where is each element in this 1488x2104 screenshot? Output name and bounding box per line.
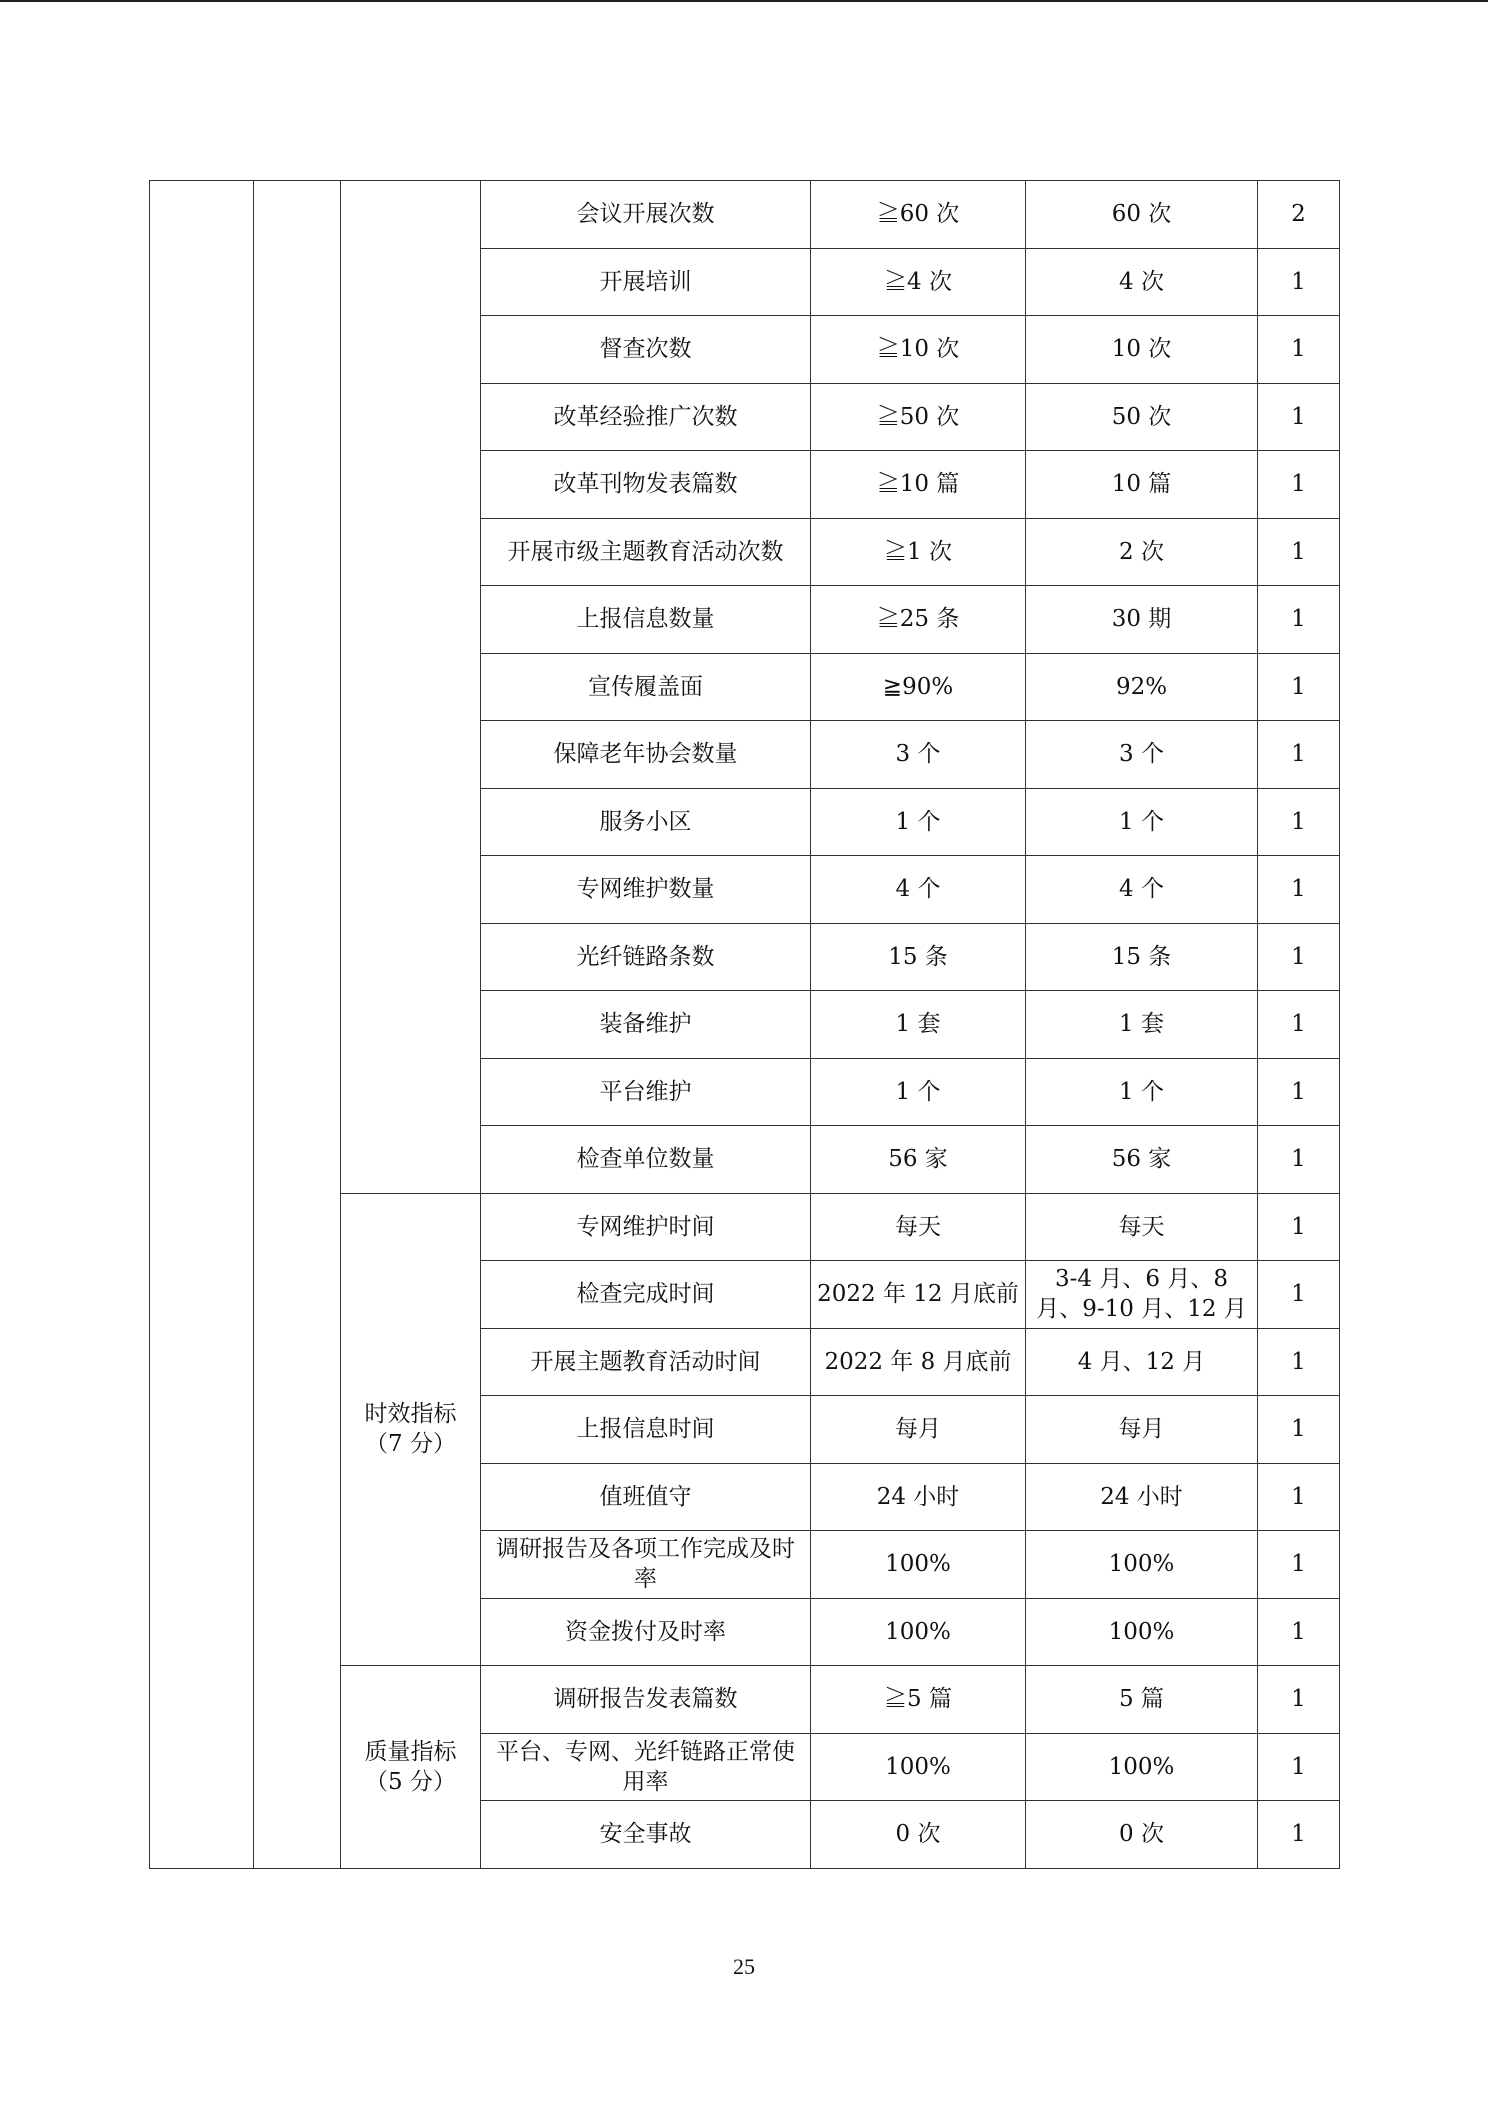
actual-value-cell: 4 月、12 月 [1026, 1328, 1258, 1396]
target-value-cell: 100% [811, 1733, 1026, 1801]
indicator-cell: 光纤链路条数 [481, 923, 811, 991]
target-value-cell: 2022 年 8 月底前 [811, 1328, 1026, 1396]
indicator-cell: 安全事故 [481, 1801, 811, 1869]
points-cell: 1 [1258, 1531, 1340, 1599]
points-cell: 1 [1258, 1396, 1340, 1464]
actual-value-cell: 3-4 月、6 月、8 月、9-10 月、12 月 [1026, 1261, 1258, 1329]
actual-value-cell: 1 套 [1026, 991, 1258, 1059]
target-value-cell: ≧4 次 [811, 248, 1026, 316]
target-value-cell: 3 个 [811, 721, 1026, 789]
category-name: 时效指标 [364, 1401, 457, 1428]
level1-category-cell [150, 181, 254, 1869]
indicator-cell: 检查完成时间 [481, 1261, 811, 1329]
page-top-rule [0, 0, 1488, 2]
level3-category-cell [341, 181, 481, 1194]
target-value-cell: 24 小时 [811, 1463, 1026, 1531]
actual-value-cell: 24 小时 [1026, 1463, 1258, 1531]
points-cell: 1 [1258, 991, 1340, 1059]
target-value-cell: ≧25 条 [811, 586, 1026, 654]
actual-value-cell: 4 次 [1026, 248, 1258, 316]
indicator-cell: 宣传履盖面 [481, 653, 811, 721]
target-value-cell: ≧10 篇 [811, 451, 1026, 519]
actual-value-cell: 50 次 [1026, 383, 1258, 451]
target-value-cell: 每月 [811, 1396, 1026, 1464]
points-cell: 1 [1258, 1058, 1340, 1126]
target-value-cell: ≧10 次 [811, 316, 1026, 384]
indicator-cell: 服务小区 [481, 788, 811, 856]
points-cell: 1 [1258, 316, 1340, 384]
indicator-cell: 资金拨付及时率 [481, 1598, 811, 1666]
points-cell: 1 [1258, 586, 1340, 654]
target-value-cell: 15 条 [811, 923, 1026, 991]
points-cell: 1 [1258, 923, 1340, 991]
points-cell: 1 [1258, 451, 1340, 519]
points-cell: 1 [1258, 1733, 1340, 1801]
points-cell: 1 [1258, 518, 1340, 586]
points-cell: 1 [1258, 1598, 1340, 1666]
target-value-cell: ≧5 篇 [811, 1666, 1026, 1734]
indicator-cell: 专网维护时间 [481, 1193, 811, 1261]
points-cell: 1 [1258, 653, 1340, 721]
target-value-cell: 0 次 [811, 1801, 1026, 1869]
indicator-cell: 保障老年协会数量 [481, 721, 811, 789]
points-cell: 1 [1258, 856, 1340, 924]
indicator-cell: 平台维护 [481, 1058, 811, 1126]
actual-value-cell: 2 次 [1026, 518, 1258, 586]
target-value-cell: ≧1 次 [811, 518, 1026, 586]
category-score: （5 分） [365, 1768, 456, 1795]
indicator-cell: 会议开展次数 [481, 181, 811, 249]
target-value-cell: 1 套 [811, 991, 1026, 1059]
target-value-cell: 1 个 [811, 1058, 1026, 1126]
target-value-cell: 100% [811, 1598, 1026, 1666]
target-value-cell: 每天 [811, 1193, 1026, 1261]
target-value-cell: ≧90% [811, 653, 1026, 721]
points-cell: 1 [1258, 1801, 1340, 1869]
points-cell: 1 [1258, 1193, 1340, 1261]
page-number: 25 [733, 1954, 755, 1979]
indicator-cell: 值班值守 [481, 1463, 811, 1531]
indicator-cell: 开展主题教育活动时间 [481, 1328, 811, 1396]
indicator-cell: 改革经验推广次数 [481, 383, 811, 451]
points-cell: 1 [1258, 1463, 1340, 1531]
category-score: （7 分） [365, 1431, 456, 1458]
indicator-cell: 开展市级主题教育活动次数 [481, 518, 811, 586]
points-cell: 1 [1258, 1261, 1340, 1329]
actual-value-cell: 100% [1026, 1531, 1258, 1599]
points-cell: 1 [1258, 383, 1340, 451]
target-value-cell: 2022 年 12 月底前 [811, 1261, 1026, 1329]
indicator-cell: 专网维护数量 [481, 856, 811, 924]
level2-category-cell [254, 181, 341, 1869]
points-cell: 1 [1258, 1666, 1340, 1734]
points-cell: 1 [1258, 248, 1340, 316]
table-body [150, 181, 1340, 1869]
table-row [150, 181, 1340, 249]
actual-value-cell: 100% [1026, 1598, 1258, 1666]
actual-value-cell: 15 条 [1026, 923, 1258, 991]
actual-value-cell: 30 期 [1026, 586, 1258, 654]
points-cell: 1 [1258, 788, 1340, 856]
indicator-cell: 调研报告发表篇数 [481, 1666, 811, 1734]
actual-value-cell: 56 家 [1026, 1126, 1258, 1194]
actual-value-cell: 每天 [1026, 1193, 1258, 1261]
actual-value-cell: 10 次 [1026, 316, 1258, 384]
actual-value-cell: 5 篇 [1026, 1666, 1258, 1734]
indicator-cell: 督查次数 [481, 316, 811, 384]
target-value-cell: 100% [811, 1531, 1026, 1599]
actual-value-cell: 3 个 [1026, 721, 1258, 789]
points-cell: 2 [1258, 181, 1340, 249]
target-value-cell: 4 个 [811, 856, 1026, 924]
indicator-cell: 检查单位数量 [481, 1126, 811, 1194]
performance-indicator-table [149, 180, 1340, 1869]
target-value-cell: ≧50 次 [811, 383, 1026, 451]
points-cell: 1 [1258, 721, 1340, 789]
actual-value-cell: 每月 [1026, 1396, 1258, 1464]
points-cell: 1 [1258, 1126, 1340, 1194]
actual-value-cell: 0 次 [1026, 1801, 1258, 1869]
indicator-cell: 开展培训 [481, 248, 811, 316]
target-value-cell: 56 家 [811, 1126, 1026, 1194]
category-name: 质量指标 [364, 1738, 457, 1765]
indicator-cell: 调研报告及各项工作完成及时率 [481, 1531, 811, 1599]
actual-value-cell: 4 个 [1026, 856, 1258, 924]
actual-value-cell: 1 个 [1026, 788, 1258, 856]
target-value-cell: 1 个 [811, 788, 1026, 856]
indicator-cell: 改革刊物发表篇数 [481, 451, 811, 519]
actual-value-cell: 10 篇 [1026, 451, 1258, 519]
target-value-cell: ≧60 次 [811, 181, 1026, 249]
indicator-cell: 上报信息数量 [481, 586, 811, 654]
indicator-cell: 上报信息时间 [481, 1396, 811, 1464]
level3-category-cell [341, 1193, 481, 1666]
actual-value-cell: 92% [1026, 653, 1258, 721]
actual-value-cell: 100% [1026, 1733, 1258, 1801]
actual-value-cell: 1 个 [1026, 1058, 1258, 1126]
points-cell: 1 [1258, 1328, 1340, 1396]
indicator-cell: 平台、专网、光纤链路正常使用率 [481, 1733, 811, 1801]
level3-category-cell [341, 1666, 481, 1869]
indicator-cell: 装备维护 [481, 991, 811, 1059]
actual-value-cell: 60 次 [1026, 181, 1258, 249]
